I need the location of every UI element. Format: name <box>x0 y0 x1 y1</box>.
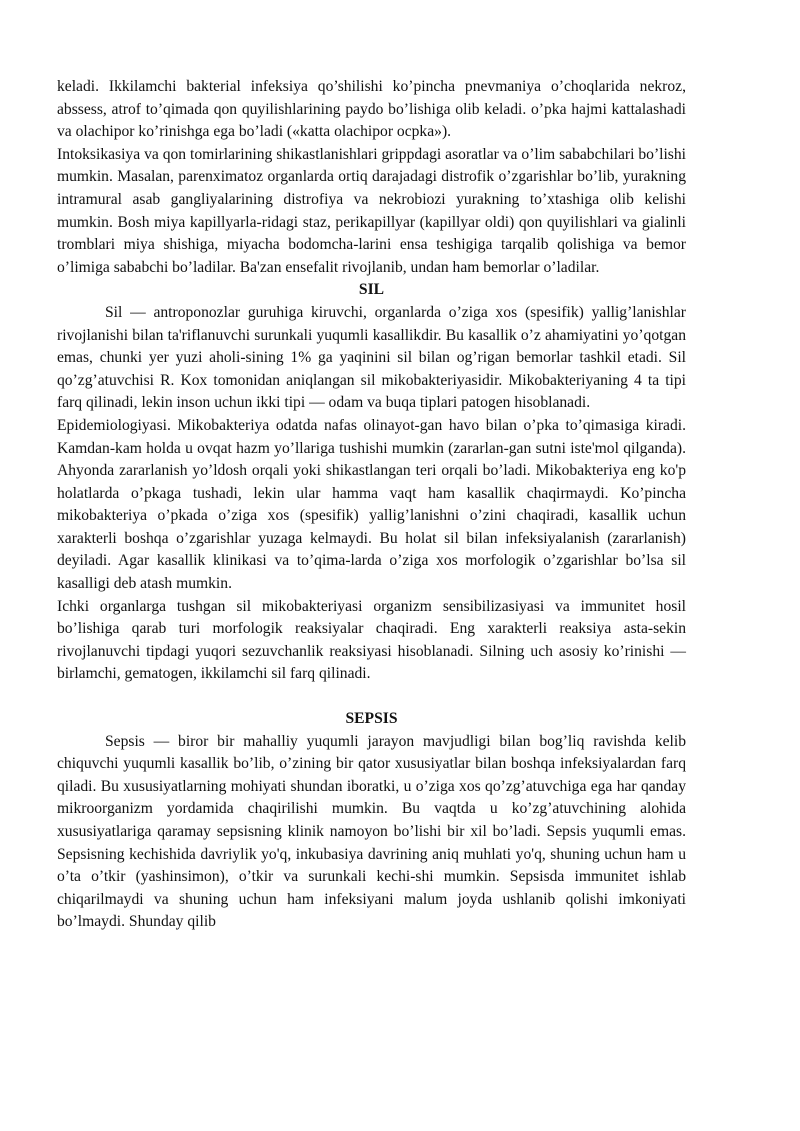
section-heading-sepsis: SEPSIS <box>345 710 398 728</box>
paragraph-intoxication: Intoksikasiya va qon tomirlarining shikastlanishlari grippdagi asoratlar va o’lim sababchilari bo’lishi mumkin. Masalan, parenximatoz organlarda ortiq darajadagi distrofik o’zgarishlar bo’lib, yurakning intramural asab gangliyalarining distrofiya va nekrobiozi yurakning to’xtashiga olib kelishi mumkin. Bosh miya kapillyarla-ridagi staz, perikapillyar (kapillyar oldi) qon quyilishlari va gialinli tromblari miya shishiga, miyacha bodomcha-larini ensa teshigiga tarqalib qolishiga va bemor o’limiga sababchi bo’ladilar. Ba'zan ensefalit rivojlanib, undan ham bemorlar o’ladilar. <box>57 145 686 276</box>
section-heading-sil: SIL <box>358 281 385 299</box>
paragraph-infection-complications: keladi. Ikkilamchi bakterial infeksiya qo’shilishi ko’pincha pnevmaniya o’choqlarida nekroz, abssess, atrof to’qimada qon quyilishlarining paydo bo’lishiga olib keladi. o’pka hajmi kattalashadi va olachipor ko’rinishga ega bo’ladi («katta olachipor ocpka»). <box>57 78 686 141</box>
paragraph-sil-epidemiology: Epidemiologiyasi. Mikobakteriya odatda nafas olinayot-gan havo bilan o’pka to’qimasiga kiradi. Kamdan-kam holda u ovqat hazm yo’llariga tushishi mumkin (zararlan-gan sutni iste'mol qilganda). Ahyonda zararlanish yo’ldosh orqali yoki shikastlangan teri orqali bo’ladi. Mikobakteriya eng ko'p holatlarda o’pkaga tushadi, lekin ular hamma vaqt ham kasallik chaqirmaydi. Ko’pincha mikobakteriya o’pkada o’ziga xos (spesifik) yallig’lanishni o’zini chaqiradi, kasallik uchun xarakterli boshqa o’zgarishlar yuzaga kelmaydi. Bu holat sil bilan infeksiyalanish (zararlanish) deyiladi. Agar kasallik klinikasi va to’qima-larda o’ziga xos morfologik o’zgarishlar bo’lsa sil kasalligi deb atash mumkin. <box>57 416 686 593</box>
paragraph-sepsis-definition: Sepsis — biror bir mahalliy yuqumli jarayon mavjudligi bilan bog’liq ravishda kelib chiquvchi yuqumli kasallik bo’lib, o’zining bir qator xususiyatlar bilan boshqa infeksiyalardan farq qiladi. Bu xususiyatlarning mohiyati shundan iboratki, u o’ziga xos qo’zg’atuvchiga ega har qanday mikroorganizm yordamida chaqirilishi mumkin. Bu vaqtda u ko’zg’atuvchining alohida xususiyatlariga qaramay sepsisning klinik namoyon bo’lishi bir xil bo’ladi. Sepsis yuqumli emas. Sepsisning kechishida davriylik yo'q, inkubasiya davrining aniq muhlati yo'q, shuning uchun ham u o’ta o’tkir (yashinsimon), o’tkir va surunkali kechi-shi mumkin. Sepsisda immunitet ishlab chiqarilmaydi va shuning uchun ham infeksiyani malum joyda ushlanib qolishi imkoniyati bo’lmaydi. Shunday qilib <box>57 732 686 931</box>
section-spacer <box>57 686 686 708</box>
paragraph-sil-definition: Sil — antroponozlar guruhiga kiruvchi, organlarda o’ziga xos (spesifik) yallig’lanishlar rivojlanishi bilan ta'riflanuvchi surunkali yuqumli kasallikdir. Bu kasallik o’z ahamiyatini yo’qotgan emas, chunki yer yuzi aholi-sining 1% ga yaqinini sil bilan og’rigan bemorlar tashkil etadi. Sil qo’zg’atuvchisi R. Kox tomonidan aniqlangan sil mikobakteriyasidir. Mikobakteriyaning 4 ta tipi farq qilinadi, lekin inson uchun ikki tipi — odam va buqa tiplari patogen hisoblanadi. <box>57 303 686 412</box>
paragraph-sil-reactions: Ichki organlarga tushgan sil mikobakteriyasi organizm sensibilizasiyasi va immunitet hosil bo’lishiga qarab turi morfologik reaksiyalar chaqiradi. Eng xarakterli reaksiya asta-sekin rivojlanuvchi tipdagi yuqori sezuvchanlik reaksiyasi hisoblanadi. Silning uch asosiy ko’rinishi — birlamchi, gematogen, ikkilamchi sil farq qilinadi. <box>57 597 686 683</box>
